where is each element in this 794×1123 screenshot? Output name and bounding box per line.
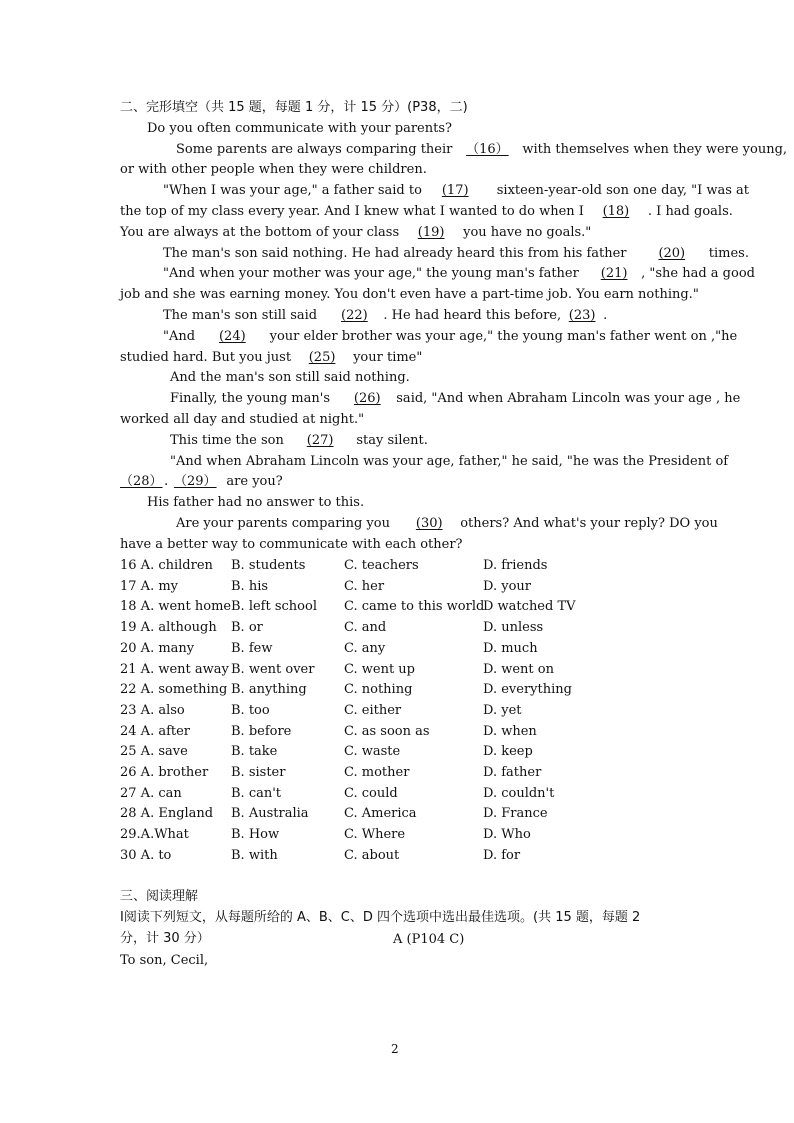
option-20-a: 20 A. many bbox=[120, 641, 195, 656]
option-30-c: C. about bbox=[344, 848, 400, 863]
option-25-d: D. keep bbox=[483, 744, 533, 759]
option-19-c: C. and bbox=[344, 620, 387, 635]
option-24-d: D. when bbox=[483, 724, 537, 739]
passage-line: Finally, the young man's (26) said, "And when Abraham Lincoln was your age , he bbox=[170, 391, 741, 406]
blank-20: (20) bbox=[658, 246, 686, 261]
blank-24: (24) bbox=[218, 329, 246, 344]
passage-line: job and she was earning money. You don't even have a part-time job. You earn nothing." bbox=[120, 287, 699, 302]
option-20-d: D. much bbox=[483, 641, 538, 656]
option-16-b: B. students bbox=[231, 558, 306, 573]
option-19-b: B. or bbox=[231, 620, 263, 635]
passage-line: The man's son said nothing. He had already heard this from his father (20) times. bbox=[163, 246, 749, 261]
passage-line: You are always at the bottom of your class (19) you have no goals." bbox=[120, 225, 592, 240]
option-25-b: B. take bbox=[231, 744, 278, 759]
blank-22: (22) bbox=[341, 308, 368, 323]
passage-line: the top of my class every year. And I knew what I wanted to do when I (18) . I had goals. bbox=[120, 204, 733, 219]
blank-29: （29） bbox=[174, 474, 217, 489]
option-30-d: D. for bbox=[483, 848, 521, 863]
option-28-d: D. France bbox=[483, 806, 548, 821]
option-26-c: C. mother bbox=[344, 765, 410, 780]
option-23-d: D. yet bbox=[483, 703, 522, 718]
option-27-a: 27 A. can bbox=[120, 786, 182, 801]
option-23-c: C. either bbox=[344, 703, 402, 718]
passage-line: Some parents are always comparing their （16） with themselves when they were young, bbox=[176, 142, 788, 157]
instruction-line: 分，计 30 分） bbox=[120, 931, 210, 946]
option-29-b: B. How bbox=[231, 827, 280, 842]
section-3-title: 三、阅读理解 bbox=[120, 889, 199, 904]
option-17-c: C. her bbox=[344, 579, 385, 594]
blank-26: (26) bbox=[353, 391, 381, 406]
blank-25: (25) bbox=[308, 350, 336, 365]
option-22-b: B. anything bbox=[231, 682, 307, 697]
option-26-b: B. sister bbox=[231, 765, 286, 780]
passage-line: Are your parents comparing you (30) others? And what's your reply? DO you bbox=[176, 516, 718, 531]
question-line: Do you often communicate with your parents? bbox=[147, 121, 452, 136]
option-23-b: B. too bbox=[231, 703, 270, 718]
passage-line: His father had no answer to this. bbox=[147, 495, 365, 510]
blank-27: (27) bbox=[306, 433, 334, 448]
passage-line: worked all day and studied at night." bbox=[120, 412, 365, 427]
passage-line: The man's son still said (22) . He had heard this before, (23) . bbox=[163, 308, 608, 323]
option-26-a: 26 A. brother bbox=[120, 765, 209, 780]
option-27-b: B. can't bbox=[231, 786, 282, 801]
option-18-b: B. left school bbox=[231, 599, 317, 614]
option-18-d: D watched TV bbox=[483, 599, 576, 614]
option-18-a: 18 A. went home bbox=[120, 599, 232, 614]
option-16-d: D. friends bbox=[483, 558, 548, 573]
section-2-title: 二、完形填空（共 15 题，每题 1 分，计 15 分）(P38，二) bbox=[120, 100, 468, 115]
blank-17: (17) bbox=[441, 183, 469, 198]
passage-line: have a better way to communicate with each other? bbox=[120, 537, 463, 552]
option-22-c: C. nothing bbox=[344, 682, 413, 697]
option-20-c: C. any bbox=[344, 641, 386, 656]
passage-line: studied hard. But you just (25) your time" bbox=[120, 350, 423, 365]
option-28-c: C. America bbox=[344, 806, 417, 821]
option-22-d: D. everything bbox=[483, 682, 572, 697]
option-16-a: 16 A. children bbox=[120, 558, 213, 573]
option-29-d: D. Who bbox=[483, 827, 531, 842]
option-25-a: 25 A. save bbox=[120, 744, 188, 759]
option-28-b: B. Australia bbox=[231, 806, 309, 821]
option-17-b: B. his bbox=[231, 579, 269, 594]
option-30-b: B. with bbox=[231, 848, 278, 863]
option-29-a: 29.A.What bbox=[120, 827, 189, 842]
passage-line: "And when Abraham Lincoln was your age, father," he said, "he was the President of bbox=[170, 454, 729, 469]
blank-30: (30) bbox=[415, 516, 443, 531]
page-number: 2 bbox=[391, 1042, 399, 1056]
option-21-d: D. went on bbox=[483, 662, 554, 677]
option-24-b: B. before bbox=[231, 724, 292, 739]
salutation: To son, Cecil, bbox=[120, 953, 209, 968]
option-23-a: 23 A. also bbox=[120, 703, 185, 718]
instruction-line: Ⅰ阅读下列短文，从每题所给的 A、B、C、D 四个选项中选出最佳选项。(共 15 题，每题 2 bbox=[120, 910, 641, 925]
passage-line: This time the son (27) stay silent. bbox=[170, 433, 428, 448]
blank-23: (23) bbox=[568, 308, 596, 323]
passage-line: （28） . （29） are you? bbox=[120, 474, 283, 489]
blank-16: （16） bbox=[466, 142, 509, 157]
blank-19: (19) bbox=[417, 225, 445, 240]
blank-21: (21) bbox=[600, 266, 628, 281]
part-label: A (P104 C) bbox=[393, 932, 465, 947]
option-18-c: C. came to this world bbox=[344, 599, 485, 614]
blank-28: （28） bbox=[120, 474, 163, 489]
option-27-c: C. could bbox=[344, 786, 398, 801]
option-24-a: 24 A. after bbox=[120, 724, 191, 739]
passage-line: And the man's son still said nothing. bbox=[170, 370, 410, 385]
option-17-a: 17 A. my bbox=[120, 579, 178, 594]
option-29-c: C. Where bbox=[344, 827, 406, 842]
passage-line: "And (24) your elder brother was your age," the young man's father went on ,"he bbox=[163, 329, 738, 344]
option-26-d: D. father bbox=[483, 765, 542, 780]
option-19-d: D. unless bbox=[483, 620, 544, 635]
blank-18: (18) bbox=[602, 204, 630, 219]
option-25-c: C. waste bbox=[344, 744, 401, 759]
passage-line: "When I was your age," a father said to (17) sixteen-year-old son one day, "I was at bbox=[163, 183, 749, 198]
option-21-b: B. went over bbox=[231, 662, 315, 677]
option-17-d: D. your bbox=[483, 579, 531, 594]
option-30-a: 30 A. to bbox=[120, 848, 172, 863]
option-21-a: 21 A. went away bbox=[120, 662, 229, 677]
option-28-a: 28 A. England bbox=[120, 806, 214, 821]
option-19-a: 19 A. although bbox=[120, 620, 217, 635]
option-27-d: D. couldn't bbox=[483, 786, 555, 801]
option-20-b: B. few bbox=[231, 641, 273, 656]
passage-line: "And when your mother was your age," the young man's father (21) , "she had a good bbox=[163, 266, 755, 281]
option-22-a: 22 A. something bbox=[120, 682, 228, 697]
option-16-c: C. teachers bbox=[344, 558, 419, 573]
option-21-c: C. went up bbox=[344, 662, 415, 677]
passage-line: or with other people when they were children. bbox=[120, 162, 427, 177]
option-24-c: C. as soon as bbox=[344, 724, 430, 739]
